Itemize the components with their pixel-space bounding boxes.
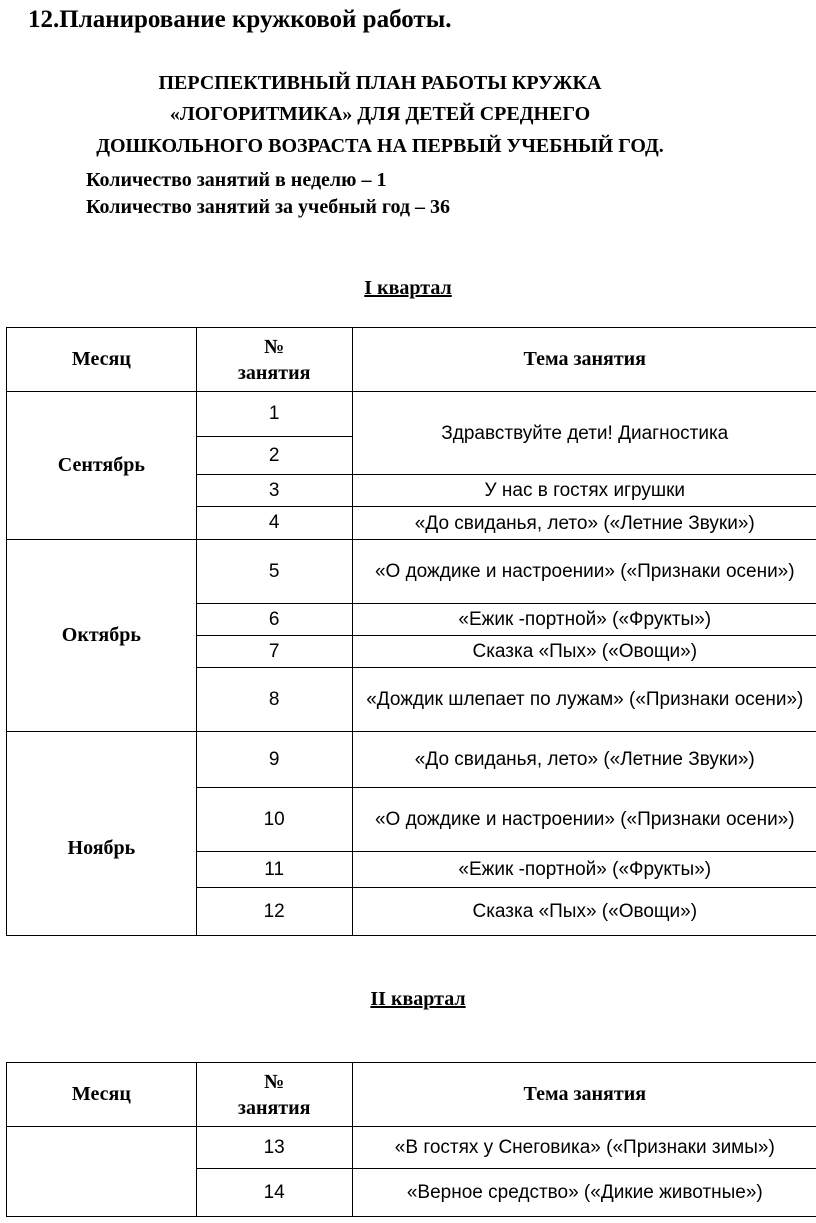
header-number-label: занятия [237,1096,311,1119]
lesson-number: 3 [196,475,352,507]
lesson-topic: «О дождике и настроении» («Признаки осени») [352,788,816,852]
lesson-topic: У нас в гостях игрушки [352,475,816,507]
lesson-topic: «До свиданья, лето» («Летние Звуки») [352,732,816,788]
lesson-topic: «В гостях у Снеговика» («Признаки зимы») [352,1127,816,1169]
lesson-topic: «Ежик -портной» («Фрукты») [352,604,816,636]
header-topic: Тема занятия [352,1063,816,1127]
lesson-number: 4 [196,507,352,540]
header-lesson-number [196,328,352,392]
lesson-number: 1 [196,392,352,437]
quarter-1-title: I квартал [364,277,452,299]
plan-title-line-1: ПЕРСПЕКТИВНЫЙ ПЛАН РАБОТЫ КРУЖКА [158,72,602,94]
quarter-1-table [6,327,816,936]
lesson-topic: «Дождик шлепает по лужам» («Признаки осени») [352,668,816,732]
month-cell: Ноябрь [7,732,197,936]
lesson-number: 5 [196,540,352,604]
lessons-per-week: Количество занятий в неделю – 1 [86,169,387,191]
quarter-2-title: II квартал [370,988,466,1010]
header-number-sign: № [264,1070,285,1093]
table-header-row [7,1063,816,1127]
lesson-topic: Сказка «Пых» («Овощи») [352,636,816,668]
header-lesson-number [196,1063,352,1127]
month-cell [7,1127,197,1217]
lesson-number: 7 [196,636,352,668]
lesson-number: 6 [196,604,352,636]
lesson-number: 11 [196,852,352,888]
lessons-per-year: Количество занятий за учебный год – 36 [86,196,450,218]
lesson-topic: «До свиданья, лето» («Летние Звуки») [352,507,816,540]
lesson-topic: «Ежик -портной» («Фрукты») [352,852,816,888]
page-heading: 12.Планирование кружковой работы. [28,6,452,33]
lesson-number: 14 [196,1169,352,1217]
lesson-number: 10 [196,788,352,852]
lesson-topic: «Верное средство» («Дикие животные») [352,1169,816,1217]
header-number-label: занятия [237,361,311,384]
lesson-topic: Здравствуйте дети! Диагностика [352,392,816,475]
plan-title-line-3: ДОШКОЛЬНОГО ВОЗРАСТА НА ПЕРВЫЙ УЧЕБНЫЙ ГОД. [96,135,664,157]
table-row [7,540,816,604]
lesson-topic: Сказка «Пых» («Овощи») [352,888,816,936]
lesson-number: 12 [196,888,352,936]
lesson-number: 2 [196,437,352,475]
quarter-2-table [6,1062,816,1217]
header-topic: Тема занятия [352,328,816,392]
table-row [7,1127,816,1169]
header-month: Месяц [7,328,197,392]
month-cell: Сентябрь [7,392,197,540]
lesson-number: 8 [196,668,352,732]
table-row [7,392,816,437]
lesson-number: 9 [196,732,352,788]
lesson-number: 13 [196,1127,352,1169]
header-number-sign: № [264,335,285,358]
header-month: Месяц [7,1063,197,1127]
table-header-row [7,328,816,392]
table-row [7,732,816,788]
lesson-topic: «О дождике и настроении» («Признаки осени») [352,540,816,604]
month-cell: Октябрь [7,540,197,732]
plan-title-line-2: «ЛОГОРИТМИКА» ДЛЯ ДЕТЕЙ СРЕДНЕГО [169,103,591,125]
